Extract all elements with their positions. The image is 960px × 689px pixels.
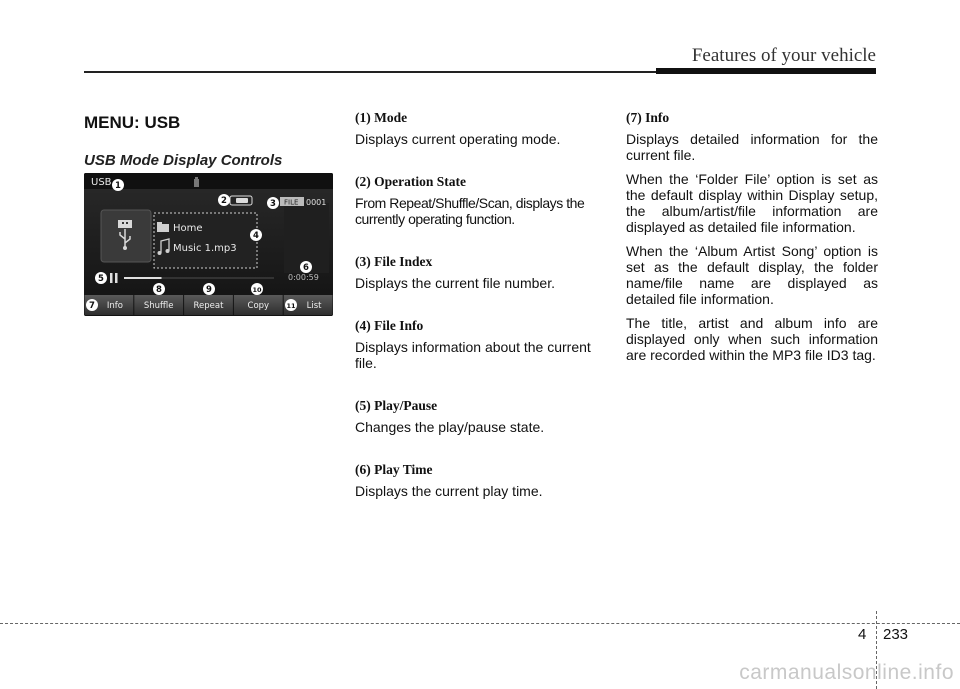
album-art xyxy=(101,210,151,262)
header-rule-accent xyxy=(656,68,876,74)
header-rule xyxy=(84,71,744,73)
screen-button-label: Copy xyxy=(247,301,270,311)
callout-10 xyxy=(251,283,263,295)
usb-display-illustration xyxy=(84,173,333,316)
item-title: (6) Play Time xyxy=(355,462,433,477)
item-operation-state xyxy=(355,174,607,227)
progress-fill xyxy=(124,277,162,279)
callout-number: 8 xyxy=(156,285,162,295)
item-body-paragraph: When the ‘Folder File’ option is set as the default display within Display setup, the album/artist/file information are displayed as detailed file information. xyxy=(626,171,878,235)
item-body: From Repeat/Shuffle/Scan, displays the currently operating function. xyxy=(355,195,585,227)
items-column-2 xyxy=(355,110,607,526)
screen-button-label: Info xyxy=(106,301,123,311)
section-heading: MENU: USB xyxy=(84,113,181,132)
callout-5 xyxy=(95,272,107,284)
chapter-number: 4 xyxy=(858,626,867,643)
callout-number: 4 xyxy=(253,231,259,241)
callout-number: 1 xyxy=(115,181,121,191)
screen-mode-label: USB xyxy=(91,177,112,188)
item-body: Displays the current play time. xyxy=(355,483,543,499)
item-title: (7) Info xyxy=(626,110,670,125)
callout-4 xyxy=(250,229,262,241)
screen-button-repeat xyxy=(184,295,233,315)
folder-name: Home xyxy=(173,223,203,234)
callout-1 xyxy=(112,179,124,191)
item-mode xyxy=(355,110,607,147)
section-subheading: USB Mode Display Controls xyxy=(84,152,283,169)
item-title: (2) Operation State xyxy=(355,174,466,189)
play-time: 0:00:59 xyxy=(288,273,319,282)
callout-number: 3 xyxy=(270,199,276,209)
callout-number: 11 xyxy=(286,302,296,310)
item-title: (3) File Index xyxy=(355,254,433,269)
item-title: (5) Play/Pause xyxy=(355,398,438,413)
callout-2 xyxy=(218,194,230,206)
item-play-time xyxy=(355,462,607,499)
file-badge-label: FILE xyxy=(284,198,299,207)
item-body-paragraph: When the ‘Album Artist Song’ option is set as the default display, the folder name/file name are displayed as detailed file information. xyxy=(626,243,878,307)
item-body: Changes the play/pause state. xyxy=(355,419,545,435)
item-file-index xyxy=(355,254,607,291)
file-index: 0001 xyxy=(306,198,327,207)
callout-3 xyxy=(267,197,279,209)
item-body: Displays the current file number. xyxy=(355,275,555,291)
callout-number: 6 xyxy=(303,263,309,273)
item-body: Displays information about the current file. xyxy=(355,339,591,371)
page-number: 233 xyxy=(883,626,909,643)
screen-button-label: List xyxy=(306,301,322,311)
items-column-3 xyxy=(626,110,878,371)
file-name: Music 1.mp3 xyxy=(173,243,237,254)
footer-rule xyxy=(0,623,960,624)
callout-8 xyxy=(153,283,165,295)
screen-button-shuffle xyxy=(134,295,183,315)
screen-button-label: Repeat xyxy=(193,301,224,311)
callout-9 xyxy=(203,283,215,295)
item-body-paragraph: The title, artist and album info are displayed only when such information are recorded within the MP3 file ID3 tag. xyxy=(626,315,878,363)
item-play-pause xyxy=(355,398,607,435)
callout-6 xyxy=(300,261,312,273)
screen-button-label: Shuffle xyxy=(143,301,174,311)
item-info xyxy=(626,110,878,363)
watermark[interactable]: carmanualsonline.info xyxy=(739,661,954,684)
callout-number: 2 xyxy=(221,196,227,206)
callout-number: 7 xyxy=(89,301,95,311)
item-title: (1) Mode xyxy=(355,110,408,125)
item-body-paragraph: Displays detailed information for the current file. xyxy=(626,131,878,163)
item-title: (4) File Info xyxy=(355,318,424,333)
callout-7 xyxy=(86,299,98,311)
callout-11 xyxy=(285,299,297,311)
running-header: Features of your vehicle xyxy=(691,45,876,66)
callout-number: 10 xyxy=(252,286,262,294)
item-file-info xyxy=(355,318,607,371)
item-body: Displays current operating mode. xyxy=(355,131,561,147)
screen-button-copy xyxy=(234,295,283,315)
callout-number: 5 xyxy=(98,274,104,284)
callout-number: 9 xyxy=(206,285,212,295)
